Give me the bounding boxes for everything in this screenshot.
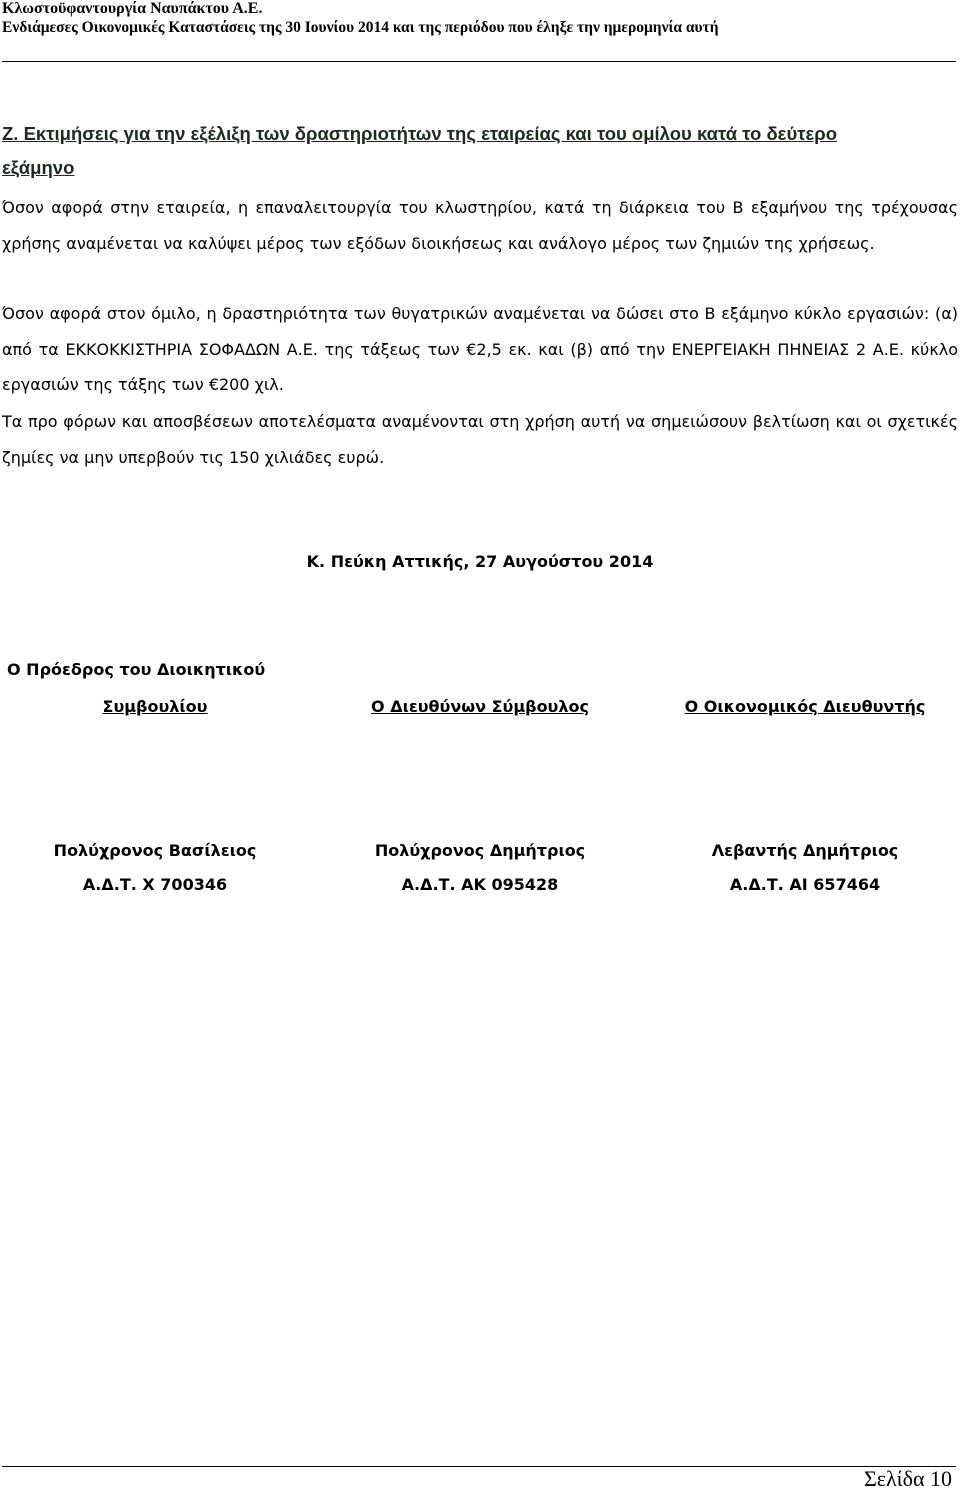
cfo-id: Α.Δ.Τ. ΑΙ 657464 (729, 875, 881, 894)
president-title-line1: Ο Πρόεδρος του Διοικητικού (7, 660, 266, 679)
section-heading-continued: εξάμηνο (2, 157, 75, 178)
report-subtitle: Ενδιάμεσες Οικονομικές Καταστάσεις της 30 Ιουνίου 2014 και της περιόδου που έληξε την ημερομηνία αυτή (2, 19, 719, 36)
ceo-name: Πολύχρονος Δημήτριος (374, 841, 586, 860)
ceo-title-cell (350, 697, 610, 716)
paragraph-results-outlook: Τα προ φόρων και αποσβέσεων αποτελέσματα αναμένονται στη χρήση αυτή να σημειώσουν βελτίωση και οι σχετικές ζημίες να μην υπερβούν τις 150 χιλιάδες ευρώ. (2, 412, 958, 467)
paragraph-company-outlook: Όσον αφορά στην εταιρεία, η επαναλειτουργία του κλωστηρίου, κατά τη διάρκεια του Β εξαμήνου της τρέχουσας χρήσης αναμένεται να καλύψει μέρος των εξόδων διοικήσεως και ανάλογο μέρος των ζημιών της χρήσεως. (2, 198, 958, 253)
paragraph-group-outlook: Όσον αφορά στον όμιλο, η δραστηριότητα των θυγατρικών αναμένεται να δώσει στο Β εξάμηνο κύκλο εργασιών: (α) από τα ΕΚΚΟΚΚΙΣΤΗΡΙΑ ΣΟΦΑΔΩΝ Α.Ε. της τάξεως των €2,5 εκ. και (β) από την ΕΝΕΡΓΕΙΑΚΗ ΠΗΝΕΙΑΣ 2 Α.Ε. κύκλο εργασιών της τάξης των €200 χιλ. (2, 304, 958, 394)
company-name: Κλωστοϋφαντουργία Ναυπάκτου Α.Ε. (2, 0, 263, 17)
cfo-title-cell (660, 697, 950, 716)
president-title (40, 697, 270, 716)
president-name: Πολύχρονος Βασίλειος (53, 841, 257, 860)
header-divider (2, 61, 956, 62)
ceo-title: Ο Διευθύνων Σύμβουλος (371, 697, 589, 716)
president-id: Α.Δ.Τ. Χ 700346 (82, 875, 228, 894)
place-and-date: Κ. Πεύκη Αττικής, 27 Αυγούστου 2014 (306, 552, 654, 571)
page-number: Σελίδα 10 (863, 1466, 952, 1491)
cfo-name: Λεβαντής Δημήτριος (711, 841, 899, 860)
president-title-line2: Συμβουλίου (102, 697, 208, 716)
cfo-title: Ο Οικονομικός Διευθυντής (684, 697, 926, 716)
ceo-id: Α.Δ.Τ. ΑΚ 095428 (401, 875, 559, 894)
footer-divider (2, 1466, 956, 1467)
section-heading: Ζ. Εκτιμήσεις για την εξέλιξη των δραστηριοτήτων της εταιρείας και του ομίλου κατά το δεύτερο (2, 123, 838, 144)
